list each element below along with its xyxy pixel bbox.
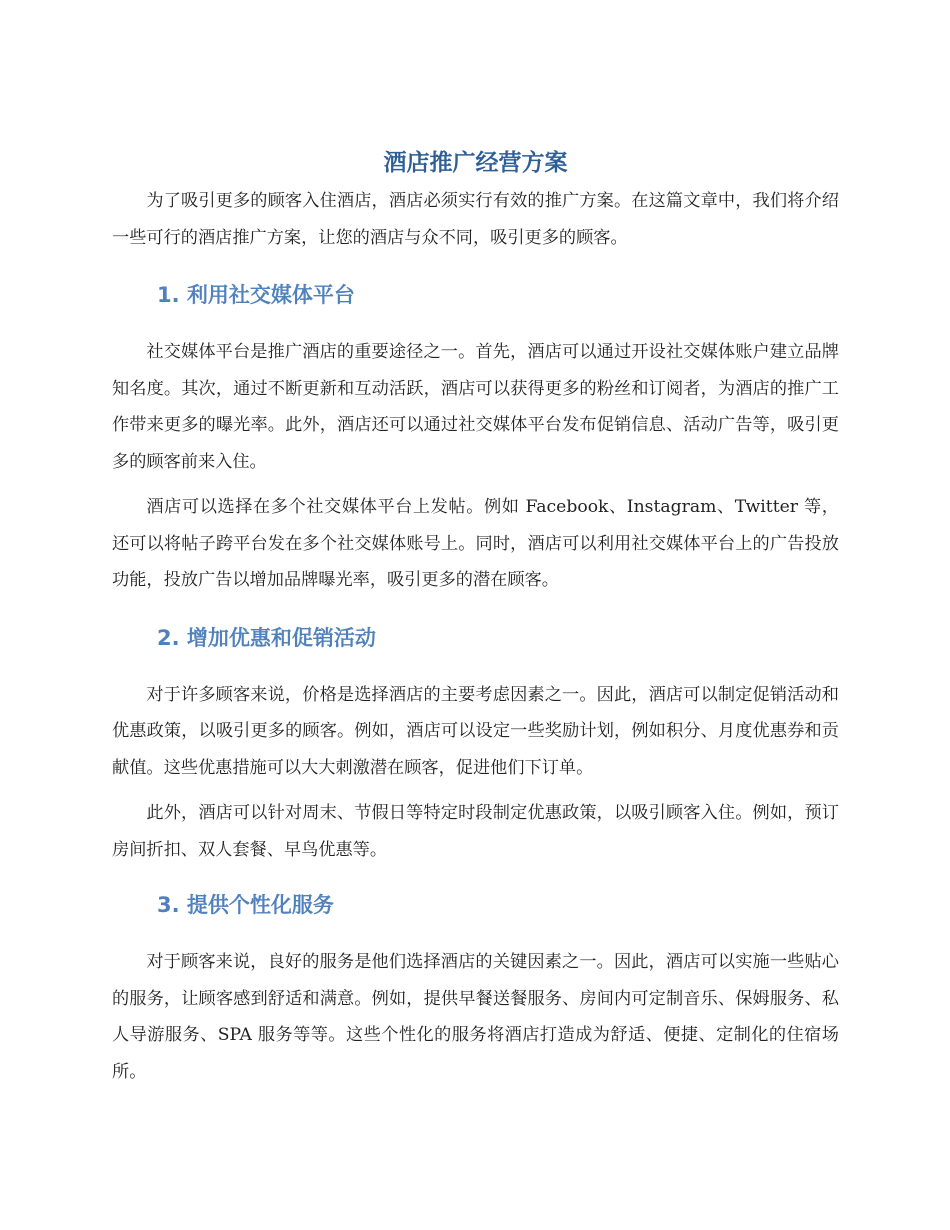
document-body bbox=[112, 143, 839, 1090]
section-heading-social-media: 1. 利用社交媒体平台 bbox=[157, 283, 355, 307]
document-title: 酒店推广经营方案 bbox=[383, 150, 568, 176]
section-1-paragraph-1: 社交媒体平台是推广酒店的重要途径之一。首先，酒店可以通过开设社交媒体账户建立品牌知名度。其次，通过不断更新和互动活跃，酒店可以获得更多的粉丝和订阅者，为酒店的推广工作带来更多的曝光率。此外，酒店还可以通过社交媒体平台发布促销信息、活动广告等，吸引更多的顾客前来入住。 bbox=[112, 342, 839, 472]
section-heading-promotions: 2. 增加优惠和促销活动 bbox=[157, 625, 376, 650]
section-1-paragraph-2: 酒店可以选择在多个社交媒体平台上发帖。例如 Facebook、Instagram、Twitter 等，还可以将帖子跨平台发在多个社交媒体账号上。同时，酒店可以利用社交媒体平台上的广告投放功能，投放广告以增加品牌曝光率，吸引更多的潜在顾客。 bbox=[112, 497, 839, 590]
section-heading-personalized-service: 3. 提供个性化服务 bbox=[157, 893, 334, 917]
section-2-paragraph-2: 此外，酒店可以针对周末、节假日等特定时段制定优惠政策，以吸引顾客入住。例如，预订房间折扣、双人套餐、早鸟优惠等。 bbox=[112, 803, 839, 860]
section-3-paragraph-1: 对于顾客来说，良好的服务是他们选择酒店的关键因素之一。因此，酒店可以实施一些贴心的服务，让顾客感到舒适和满意。例如，提供早餐送餐服务、房间内可定制音乐、保姆服务、私人导游服务、SPA 服务等等。这些个性化的服务将酒店打造成为舒适、便捷、定制化的住宿场所。 bbox=[112, 952, 839, 1082]
section-2-paragraph-1: 对于许多顾客来说，价格是选择酒店的主要考虑因素之一。因此，酒店可以制定促销活动和优惠政策，以吸引更多的顾客。例如，酒店可以设定一些奖励计划，例如积分、月度优惠券和贡献值。这些优惠措施可以大大刺激潜在顾客，促进他们下订单。 bbox=[112, 684, 839, 778]
intro-paragraph: 为了吸引更多的顾客入住酒店，酒店必须实行有效的推广方案。在这篇文章中，我们将介绍一些可行的酒店推广方案，让您的酒店与众不同，吸引更多的顾客。 bbox=[112, 191, 839, 248]
